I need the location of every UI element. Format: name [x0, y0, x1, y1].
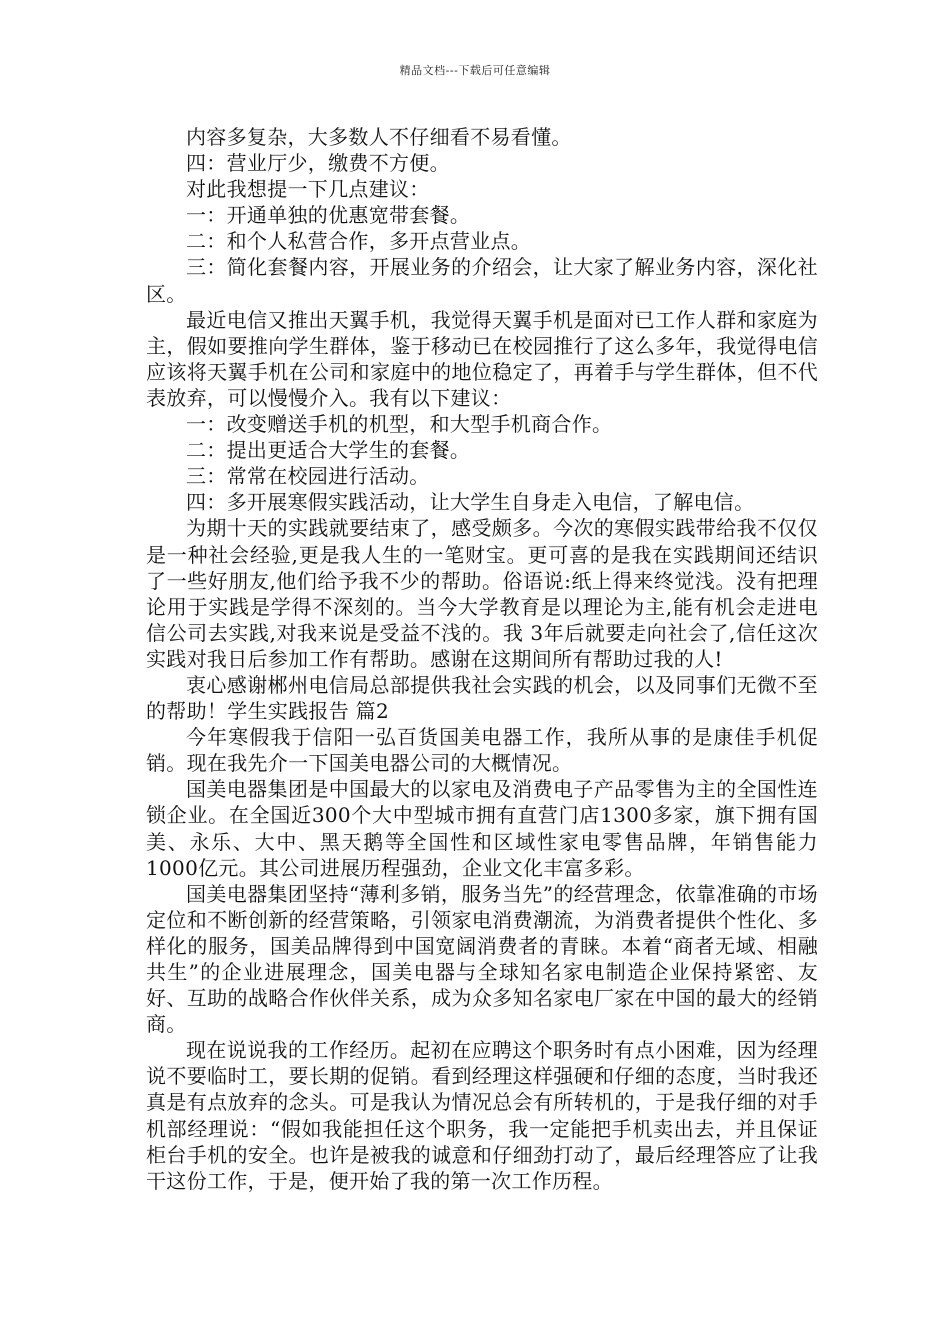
paragraph: 国美电器集团是中国最大的以家电及消费电子产品零售为主的全国性连锁企业。在全国近300个大中型城市拥有直营门店1300多家，旗下拥有国美、永乐、大中、黑天鹅等全国性和区域性家电零售品牌，年销售能力1000亿元。其公司进展历程强劲，企业文化丰富多彩。: [146, 777, 818, 880]
page-header: 精品文档---下载后可任意编辑: [399, 64, 551, 77]
paragraph: 一：开通单独的优惠宽带套餐。: [186, 203, 471, 228]
paragraph: 二：和个人私营合作，多开点营业点。: [186, 229, 532, 254]
paragraph: 为期十天的实践就要结束了，感受颇多。今次的寒假实践带给我不仅仅是一种社会经验,更是我人生的一笔财宝。更可喜的是我在实践期间还结识了一些好朋友,他们给予我不少的帮助。俗语说:纸上得来终觉浅。没有把理论用于实践是学得不深刻的。当今大学教育是以理论为主,能有机会走进电信公司去实践,对我来说是受益不浅的。我 3年后就要走向社会了,信任这次实践对我日后参加工作有帮助。感谢在这期间所有帮助过我的人!: [146, 516, 818, 671]
paragraph: 一：改变赠送手机的机型，和大型手机商合作。: [186, 412, 613, 437]
paragraph: 现在说说我的工作经历。起初在应聘这个职务时有点小困难，因为经理说不要临时工，要长期的促销。看到经理这样强硬和仔细的态度，当时我还真是有点放弃的念头。可是我认为情况总会有所转机的，于是我仔细的对手机部经理说：“假如我能担任这个职务，我一定能把手机卖出去，并且保证柜台手机的安全。也许是被我的诚意和仔细劲打动了，最后经理答应了让我干这份工作，于是，便开始了我的第一次工作历程。: [146, 1038, 818, 1193]
paragraph: 三：简化套餐内容，开展业务的介绍会，让大家了解业务内容，深化社区。: [146, 255, 818, 306]
paragraph: 内容多复杂，大多数人不仔细看不易看懂。: [186, 125, 572, 149]
paragraph: 最近电信又推出天翼手机，我觉得天翼手机是面对已工作人群和家庭为主，假如要推向学生群体，鉴于移动已在校园推行了这么多年，我觉得电信应该将天翼手机在公司和家庭中的地位稳定了，再着手与学生群体，但不代表放弃，可以慢慢介入。我有以下建议：: [146, 307, 818, 410]
paragraph: 三：常常在校园进行活动。: [186, 464, 430, 489]
paragraph: 四：营业厅少，缴费不方便。: [186, 151, 450, 176]
paragraph: 二：提出更适合大学生的套餐。: [186, 438, 471, 463]
document-body: [146, 124, 818, 1194]
paragraph: 今年寒假我于信阳一弘百货国美电器工作，我所从事的是康佳手机促销。现在我先介一下国美电器公司的大概情况。: [146, 725, 818, 776]
paragraph: 国美电器集团坚持“薄利多销，服务当先”的经营理念，依靠准确的市场定位和不断创新的经营策略，引领家电消费潮流，为消费者提供个性化、多样化的服务，国美品牌得到中国宽阔消费者的青睐。本着“商者无域、相融共生”的企业进展理念，国美电器与全球知名家电制造企业保持紧密、友好、互助的战略合作伙伴关系，成为众多知名家电厂家在中国的最大的经销商。: [146, 881, 818, 1037]
paragraph: 四：多开展寒假实践活动，让大学生自身走入电信，了解电信。: [186, 490, 755, 515]
paragraph: 对此我想提一下几点建议：: [186, 177, 430, 202]
paragraph: 衷心感谢郴州电信局总部提供我社会实践的机会，以及同事们无微不至的帮助！学生实践报告 篇2: [146, 672, 818, 724]
